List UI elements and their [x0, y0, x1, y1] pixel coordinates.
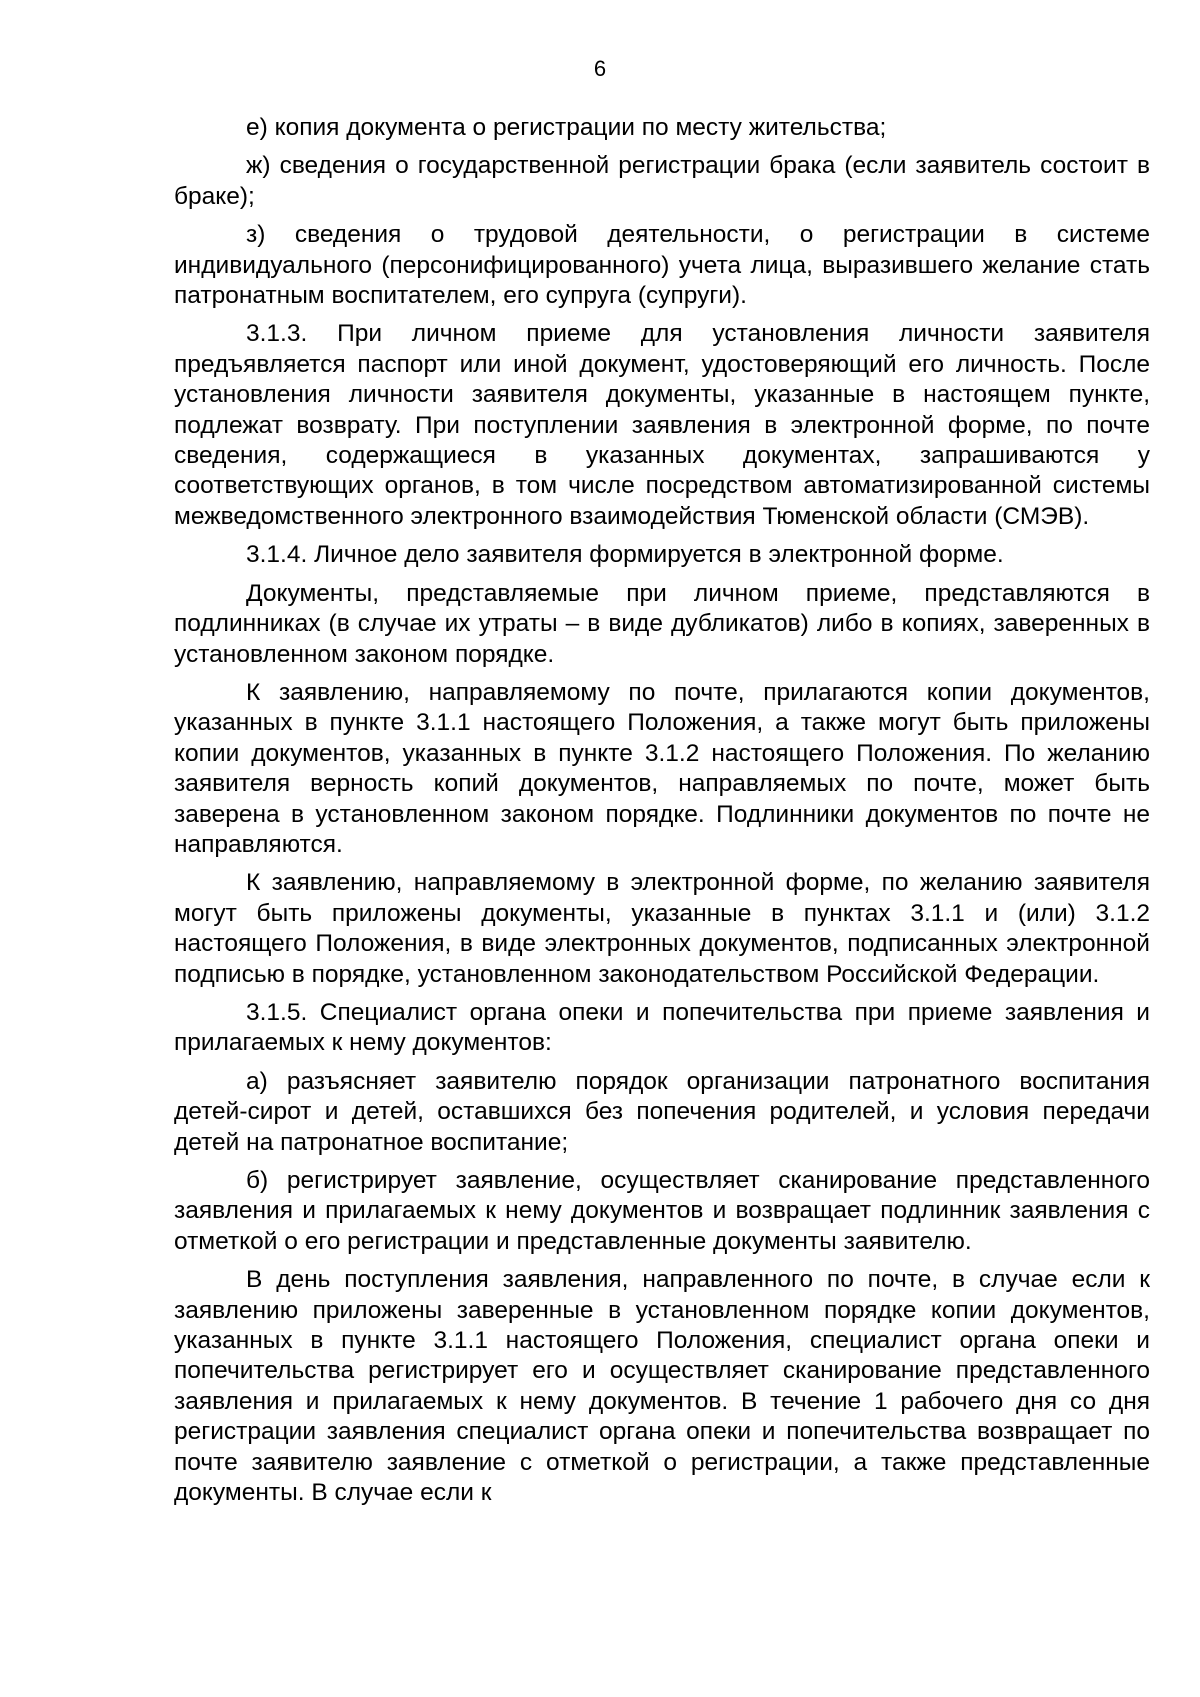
paragraph-postal-registration-day: В день поступления заявления, направленного по почте, в случае если к заявлению приложены заверенные в установленном порядке копии документов, указанных в пункте 3.1.1 настоящего Положения, специалист органа опеки и попечительства регистрирует его и осуществляет сканирование представленного заявления и прилагаемых к нему документов. В течение 1 рабочего дня со дня регистрации заявления специалист органа опеки и попечительства возвращает по почте заявителю заявление с отметкой о регистрации, а также представленные документы. В случае если к [174, 1266, 1150, 1507]
paragraph-electronic-application: К заявлению, направляемому в электронной форме, по желанию заявителя могут быть приложены документы, указанные в пунктах 3.1.1 и (или) 3.1.2 настоящего Положения, в виде электронных документов, подписанных электронной подписью в порядке, установленном законодательством Российской Федерации. [174, 869, 1150, 988]
document-body [174, 113, 1150, 1516]
paragraph-3-1-5: 3.1.5. Специалист органа опеки и попечительства при приеме заявления и прилагаемых к нему документов: [174, 998, 1150, 1057]
paragraph-3-1-3: 3.1.3. При личном приеме для установления личности заявителя предъявляется паспорт или иной документ, удостоверяющий его личность. После установления личности заявителя документы, указанные в настоящем пункте, подлежат возврату. При поступлении заявления в электронной форме, по почте сведения, содержащиеся в указанных документах, запрашиваются у соответствующих органов, в том числе посредством автоматизированной системы межведомственного электронного взаимодействия Тюменской области (СМЭВ). [174, 320, 1150, 530]
page-number: 6 [593, 56, 607, 81]
paragraph-e: е) копия документа о регистрации по месту жительства; [246, 114, 887, 141]
paragraph-documents-presented: Документы, представляемые при личном приеме, представляются в подлинниках (в случае их утраты – в виде дубликатов) либо в копиях, заверенных в установленном законом порядке. [174, 579, 1150, 668]
paragraph-a: а) разъясняет заявителю порядок организации патронатного воспитания детей-сирот и детей, оставшихся без попечения родителей, и условия передачи детей на патронатное воспитание; [174, 1067, 1150, 1156]
paragraph-b: б) регистрирует заявление, осуществляет сканирование представленного заявления и прилагаемых к нему документов и возвращает подлинник заявления с отметкой о его регистрации и представленные документы заявителю. [174, 1167, 1150, 1255]
paragraph-zh: ж) сведения о государственной регистрации брака (если заявитель состоит в браке); [174, 152, 1150, 210]
paragraph-z: з) сведения о трудовой деятельности, о регистрации в системе индивидуального (персонифицированного) учета лица, выразившего желание стать патронатным воспитателем, его супруга (супруги). [174, 221, 1150, 310]
paragraph-3-1-4: 3.1.4. Личное дело заявителя формируется в электронной форме. [246, 541, 1004, 569]
paragraph-postal-application: К заявлению, направляемому по почте, прилагаются копии документов, указанных в пункте 3.1.1 настоящего Положения, а также могут быть приложены копии документов, указанных в пункте 3.1.2 настоящего Положения. По желанию заявителя верность копий документов, направляемых по почте, может быть заверена в установленном законом порядке. Подлинники документов по почте не направляются. [174, 678, 1150, 858]
